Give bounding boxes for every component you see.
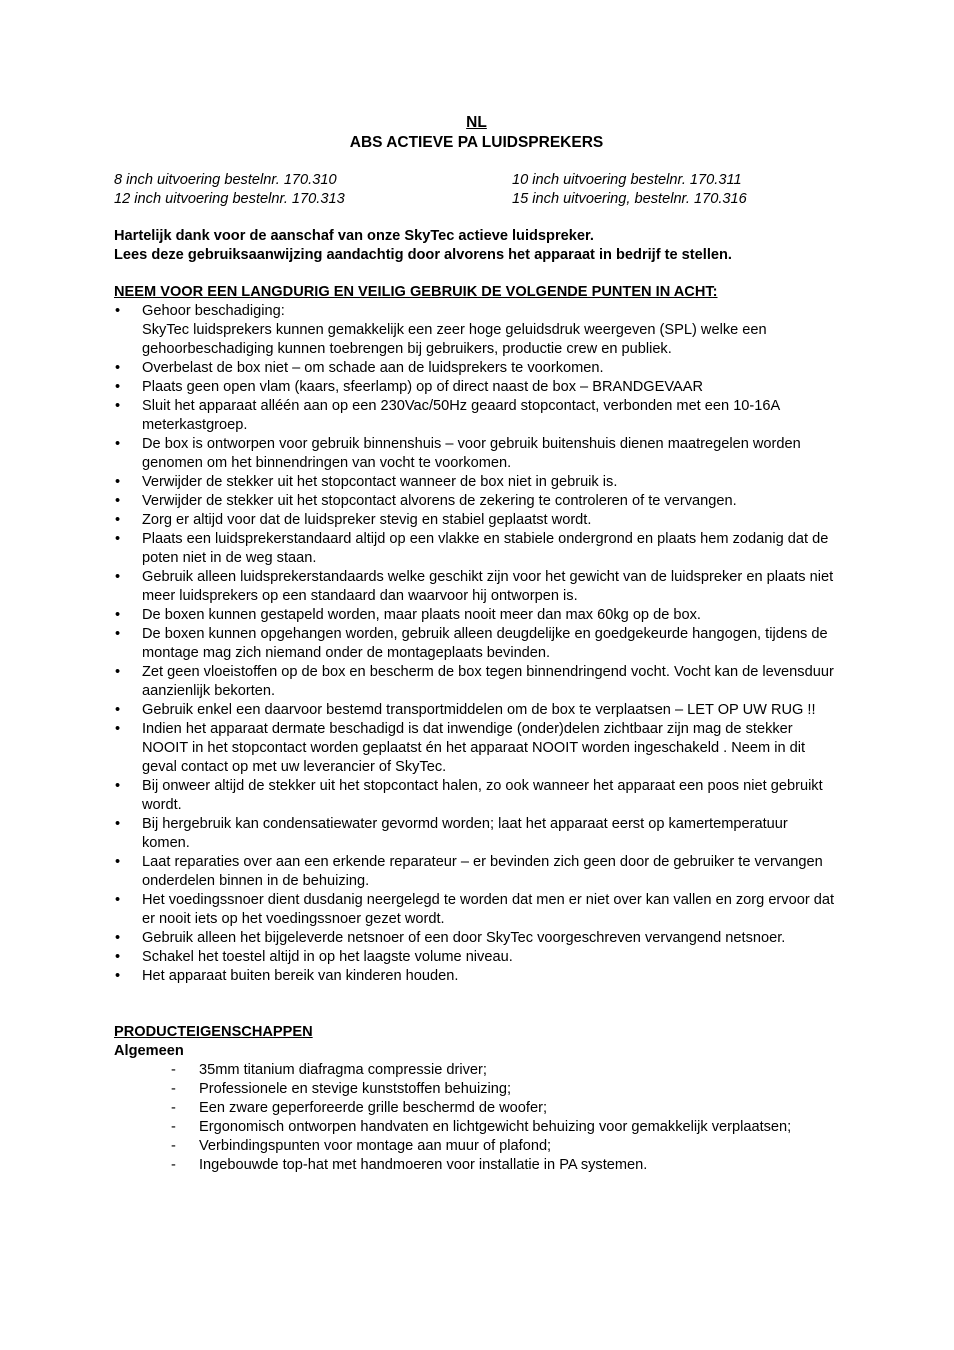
intro [114, 227, 839, 265]
model-10-inch: 10 inch uitvoering bestelnr. 170.311 [512, 172, 742, 188]
model-15-inch: 15 inch uitvoering, bestelnr. 170.316 [512, 191, 747, 207]
safety-item: • Gebruik enkel een daarvoor bestemd transportmiddelen om de box te verplaatsen – LET OP UW RUG !! [114, 701, 839, 720]
language-label: NL [466, 114, 487, 131]
safety-item: • Gebruik alleen het bijgeleverde netsnoer of een door SkyTec voorgeschreven vervangend netsnoer. [114, 929, 839, 948]
safety-item: • Zet geen vloeistoffen op de box en bescherm de box tegen binnendringend vocht. Vocht kan de levensduur aanzienlijk bekorten. [114, 663, 839, 701]
document-page [114, 113, 839, 1175]
safety-item: • Gebruik alleen luidsprekerstandaards welke geschikt zijn voor het gewicht van de luidspreker en plaats niet meer luidsprekers op een standaard dan waarvoor hij ontworpen is. [114, 568, 839, 606]
feature-item: - Een zware geperforeerde grille beschermd de woofer; [171, 1099, 839, 1118]
safety-item: • De box is ontworpen voor gebruik binnenshuis – voor gebruik buitenshuis dienen maatregelen worden genomen om het binnendringen van vocht te voorkomen. [114, 435, 839, 473]
model-list [114, 171, 839, 209]
feature-item: - Professionele en stevige kunststoffen behuizing; [171, 1080, 839, 1099]
feature-item: - Ergonomisch ontworpen handvaten en lichtgewicht behuizing voor gemakkelijk verplaatsen; [171, 1118, 839, 1137]
safety-item-text: SkyTec luidsprekers kunnen gemakkelijk een zeer hoge geluidsdruk weergeven (SPL) welke een gehoorbeschadiging kunnen toebrengen bij gebruikers, productie crew en publiek. [142, 322, 767, 357]
safety-item: • Indien het apparaat dermate beschadigd is dat inwendige (onder)delen zichtbaar zijn mag de stekker NOOIT in het stopcontact worden geplaatst én het apparaat NOOIT worden ingeschakeld . Neem in dit geval contact op met uw leverancier of SkyTec. [114, 720, 839, 777]
safety-list [114, 302, 839, 986]
feature-item: - 35mm titanium diafragma compressie driver; [171, 1061, 839, 1080]
safety-item: • Zorg er altijd voor dat de luidspreker stevig en stabiel geplaatst wordt. [114, 511, 839, 530]
safety-item: • Schakel het toestel altijd in op het laagste volume niveau. [114, 948, 839, 967]
safety-item: • De boxen kunnen gestapeld worden, maar plaats nooit meer dan max 60kg op de box. [114, 606, 839, 625]
features-subheading: Algemeen [114, 1043, 184, 1059]
model-12-inch: 12 inch uitvoering bestelnr. 170.313 [114, 191, 345, 207]
feature-item: - Ingebouwde top-hat met handmoeren voor installatie in PA systemen. [171, 1156, 839, 1175]
safety-item [114, 302, 839, 359]
page-title: ABS ACTIEVE PA LUIDSPREKERS [349, 134, 604, 151]
safety-heading: NEEM VOOR EEN LANGDURIG EN VEILIG GEBRUIK DE VOLGENDE PUNTEN IN ACHT: [114, 284, 718, 300]
safety-item: • Bij onweer altijd de stekker uit het stopcontact halen, zo ook wanneer het apparaat een poos niet gebruikt wordt. [114, 777, 839, 815]
safety-item: • Het apparaat buiten bereik van kinderen houden. [114, 967, 839, 986]
safety-item: • Laat reparaties over aan een erkende reparateur – er bevinden zich geen door de gebruiker te vervangen onderdelen binnen in de behuizing. [114, 853, 839, 891]
safety-item-title: • Gehoor beschadiging: [142, 303, 285, 319]
safety-item: • Sluit het apparaat alléén aan op een 230Vac/50Hz geaard stopcontact, verbonden met een 10-16A meterkastgroep. [114, 397, 839, 435]
safety-item: • Bij hergebruik kan condensatiewater gevormd worden; laat het apparaat eerst op kamertemperatuur komen. [114, 815, 839, 853]
feature-item: - Verbindingspunten voor montage aan muur of plafond; [171, 1137, 839, 1156]
safety-item: • Verwijder de stekker uit het stopcontact alvorens de zekering te controleren of te vervangen. [114, 492, 839, 511]
features-heading: PRODUCTEIGENSCHAPPEN [114, 1024, 313, 1040]
model-8-inch: 8 inch uitvoering bestelnr. 170.310 [114, 172, 337, 188]
safety-item: • Overbelast de box niet – om schade aan de luidsprekers te voorkomen. [114, 359, 839, 378]
safety-item: • Het voedingssnoer dient dusdanig neergelegd te worden dat men er niet over kan vallen en zorg ervoor dat er nooit iets op het voedingssnoer gezet wordt. [114, 891, 839, 929]
safety-item: • De boxen kunnen opgehangen worden, gebruik alleen deugdelijke en goedgekeurde hangogen, tijdens de montage mag zich niemand onder de montageplaats bevinden. [114, 625, 839, 663]
intro-thanks: Hartelijk dank voor de aanschaf van onze SkyTec actieve luidspreker. [114, 228, 594, 244]
intro-read-manual: Lees deze gebruiksaanwijzing aandachtig door alvorens het apparaat in bedrijf te stellen. [114, 247, 732, 263]
safety-item: • Plaats geen open vlam (kaars, sfeerlamp) op of direct naast de box – BRANDGEVAAR [114, 378, 839, 397]
features-list [114, 1061, 839, 1175]
safety-item: • Verwijder de stekker uit het stopcontact wanneer de box niet in gebruik is. [114, 473, 839, 492]
safety-item: • Plaats een luidsprekerstandaard altijd op een vlakke en stabiele ondergrond en plaats hem zodanig dat de poten niet in de weg staan. [114, 530, 839, 568]
